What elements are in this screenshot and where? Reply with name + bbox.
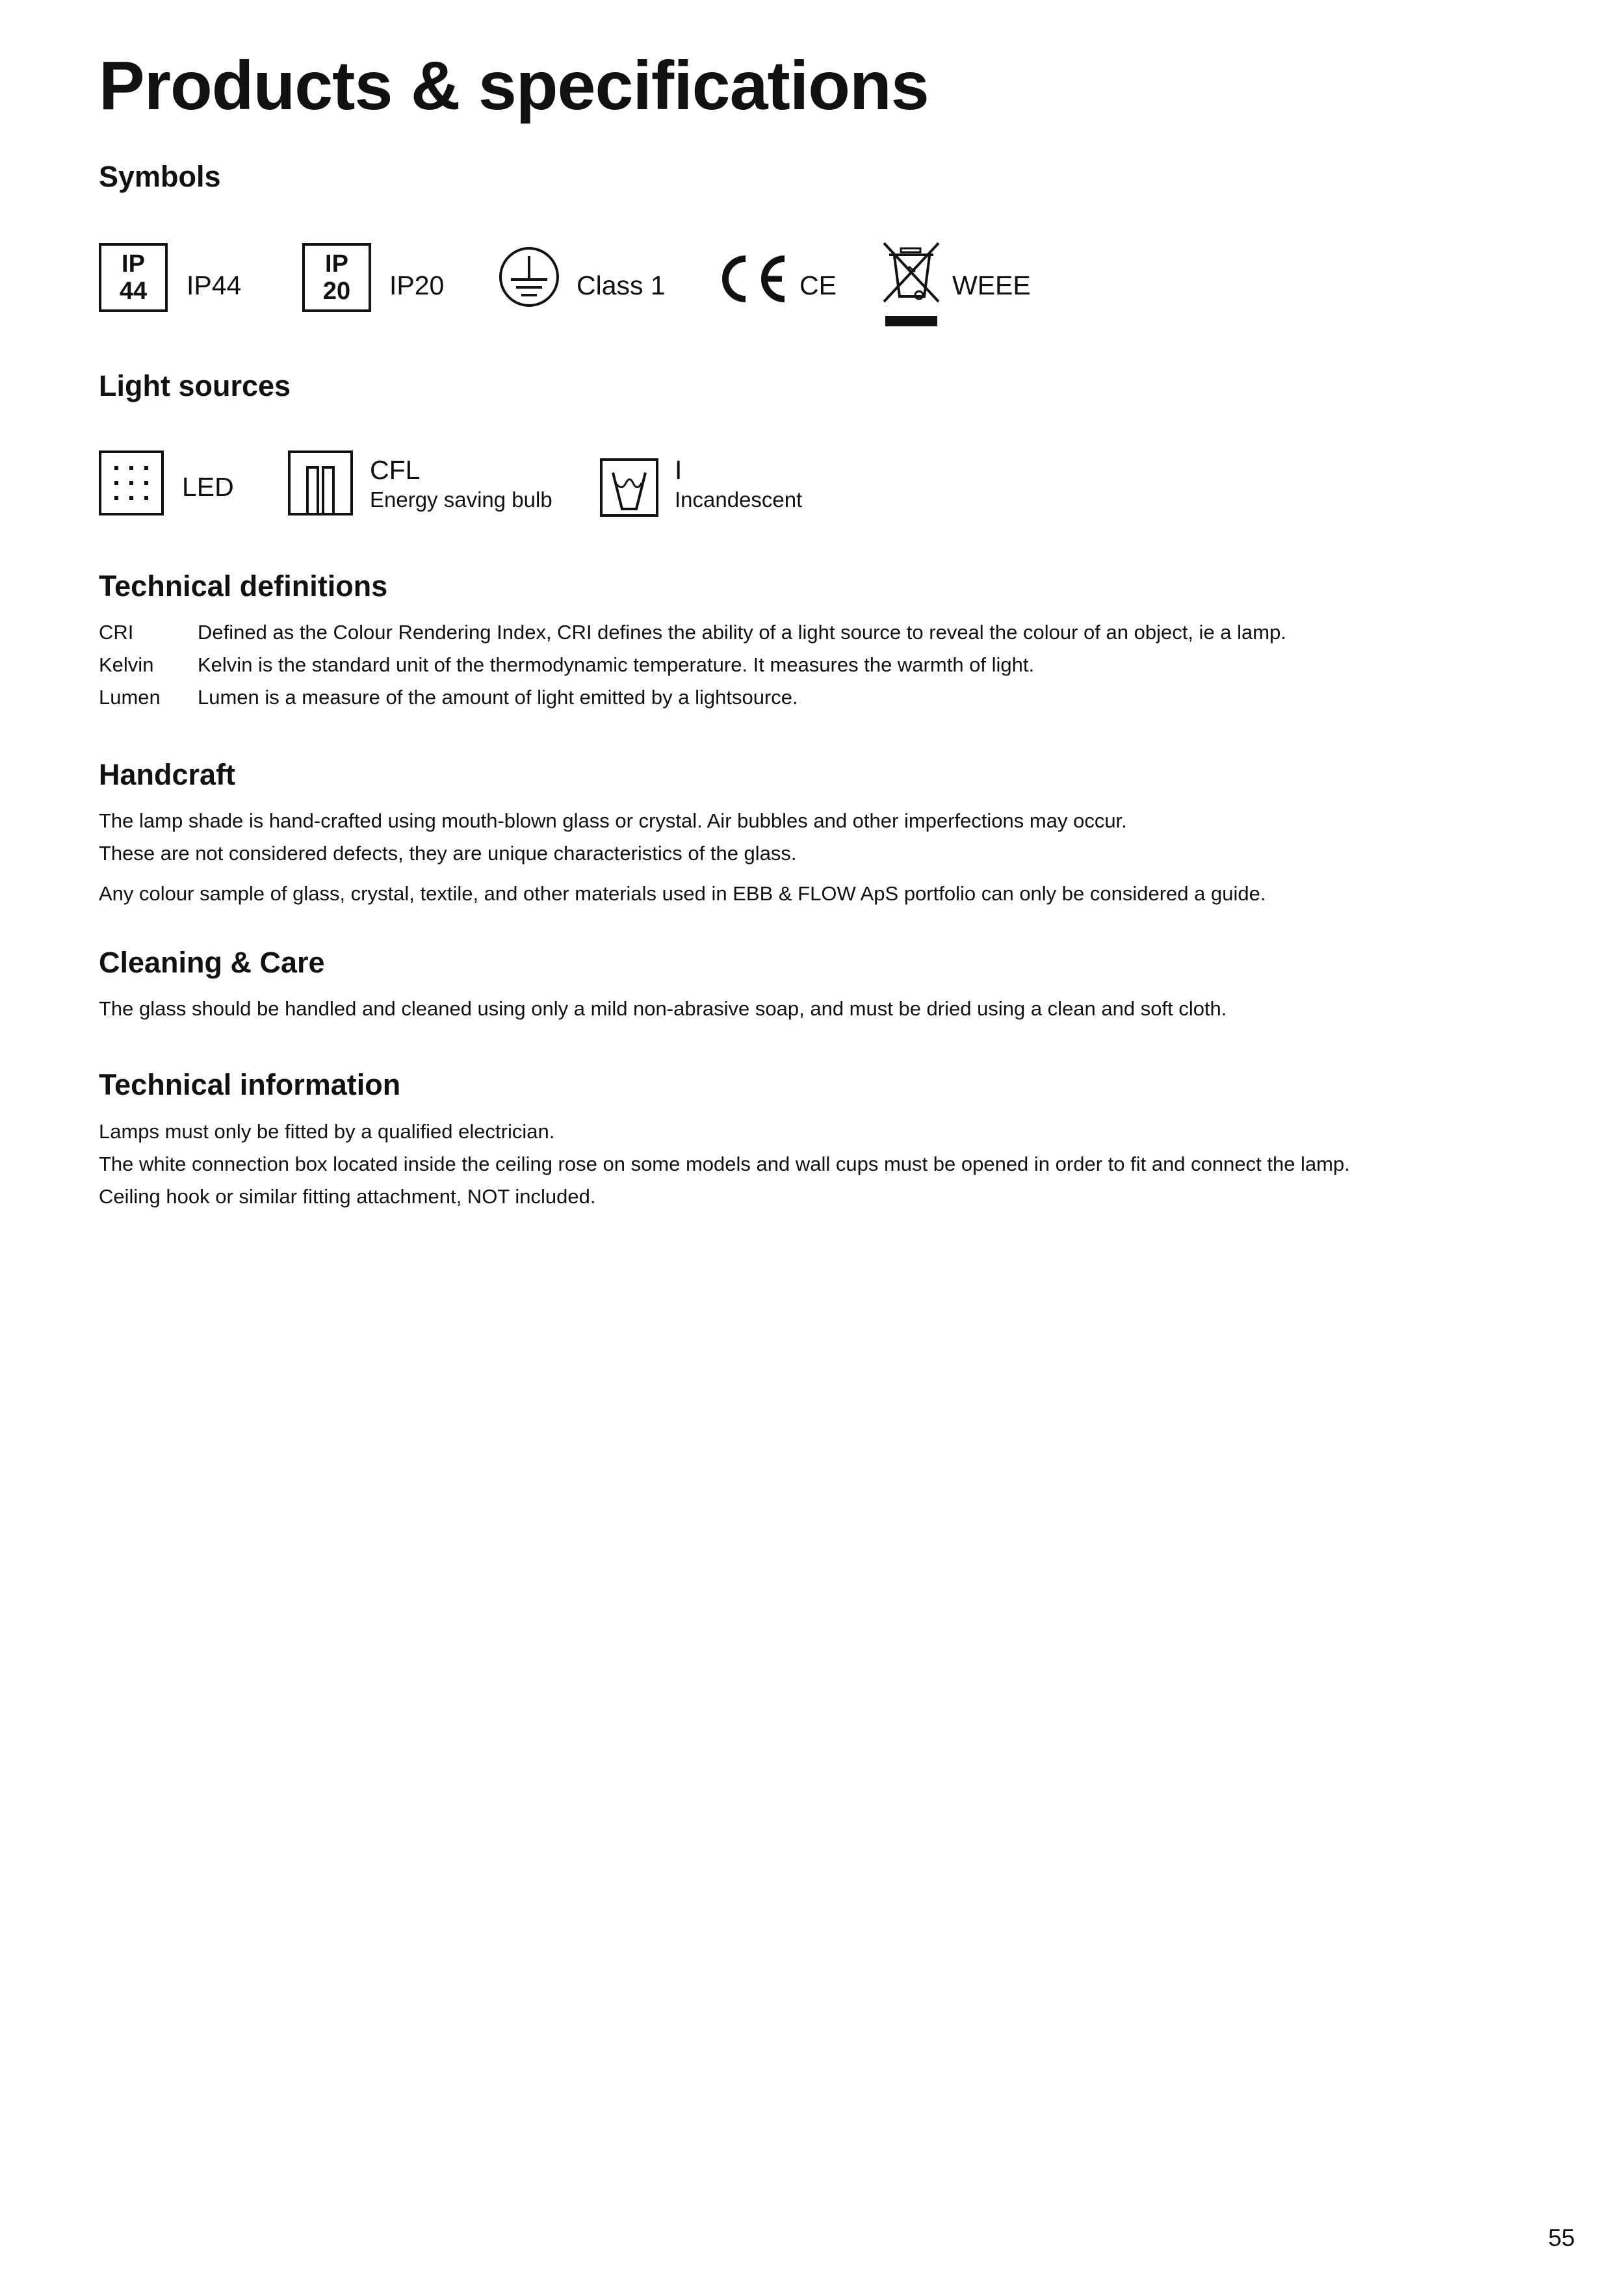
incandescent-bulb-icon [600, 458, 658, 517]
page-title: Products & specifications [99, 47, 929, 124]
definition-row [99, 616, 1286, 649]
technical-information-line: The white connection box located inside the ceiling rose on some models and wall cups must be opened in order to fit and connect the lamp. [99, 1153, 1350, 1175]
page-number: 55 [1548, 2224, 1575, 2251]
ip20-icon-line2: 20 [322, 278, 351, 305]
definition-term: CRI [99, 621, 134, 644]
handcraft-line: These are not considered defects, they are unique characteristics of the glass. [99, 842, 797, 865]
cleaning-line: The glass should be handled and cleaned using only a mild non-abrasive soap, and must be dried using a clean and soft cloth. [99, 997, 1227, 1020]
technical-definitions-heading: Technical definitions [99, 569, 388, 603]
definition-text: Defined as the Colour Rendering Index, CRI defines the ability of a light source to reveal the colour of an object, ie a lamp. [198, 621, 1286, 644]
ip44-icon-line1: IP [122, 250, 145, 278]
weee-label: WEEE [952, 270, 1031, 300]
definition-term: Lumen [99, 686, 161, 709]
ip44-label: IP44 [187, 270, 242, 300]
weee-crossed-bin-icon [879, 239, 946, 330]
cfl-tubes-icon [288, 450, 353, 515]
cfl-sublabel: Energy saving bulb [370, 488, 552, 512]
definition-row [99, 681, 1286, 714]
cfl-label: CFL [370, 455, 421, 485]
ce-label: CE [799, 270, 837, 300]
led-label: LED [182, 472, 234, 502]
ip20-label: IP20 [389, 270, 445, 300]
definition-row [99, 649, 1286, 681]
definition-text: Lumen is a measure of the amount of light emitted by a lightsource. [198, 686, 798, 709]
class1-label: Class 1 [577, 270, 666, 300]
definitions-list [99, 616, 1286, 714]
symbols-heading: Symbols [99, 160, 221, 193]
technical-information-heading: Technical information [99, 1068, 401, 1101]
handcraft-line: The lamp shade is hand-crafted using mouth-blown glass or crystal. Air bubbles and other imperfections may occur. [99, 809, 1127, 832]
cleaning-heading: Cleaning & Care [99, 946, 325, 979]
handcraft-line: Any colour sample of glass, crystal, textile, and other materials used in EBB & FLOW ApS portfolio can only be considered a guide. [99, 882, 1266, 905]
led-dots-icon [99, 450, 164, 515]
ce-mark-icon [717, 254, 788, 304]
incandescent-label: I [675, 455, 682, 485]
handcraft-heading: Handcraft [99, 758, 236, 791]
light-sources-heading: Light sources [99, 369, 291, 402]
ip20-icon [302, 243, 371, 312]
earth-ground-icon [498, 246, 560, 308]
technical-information-line: Lamps must only be fitted by a qualified electrician. [99, 1120, 555, 1143]
ip20-icon-line1: IP [325, 250, 348, 278]
definition-text: Kelvin is the standard unit of the thermodynamic temperature. It measures the warmth of light. [198, 653, 1035, 676]
ip44-icon-line2: 44 [119, 278, 148, 305]
definition-term: Kelvin [99, 653, 154, 676]
ip44-icon [99, 243, 168, 312]
incandescent-sublabel: Incandescent [675, 488, 803, 512]
technical-information-line: Ceiling hook or similar fitting attachment, NOT included. [99, 1185, 596, 1208]
